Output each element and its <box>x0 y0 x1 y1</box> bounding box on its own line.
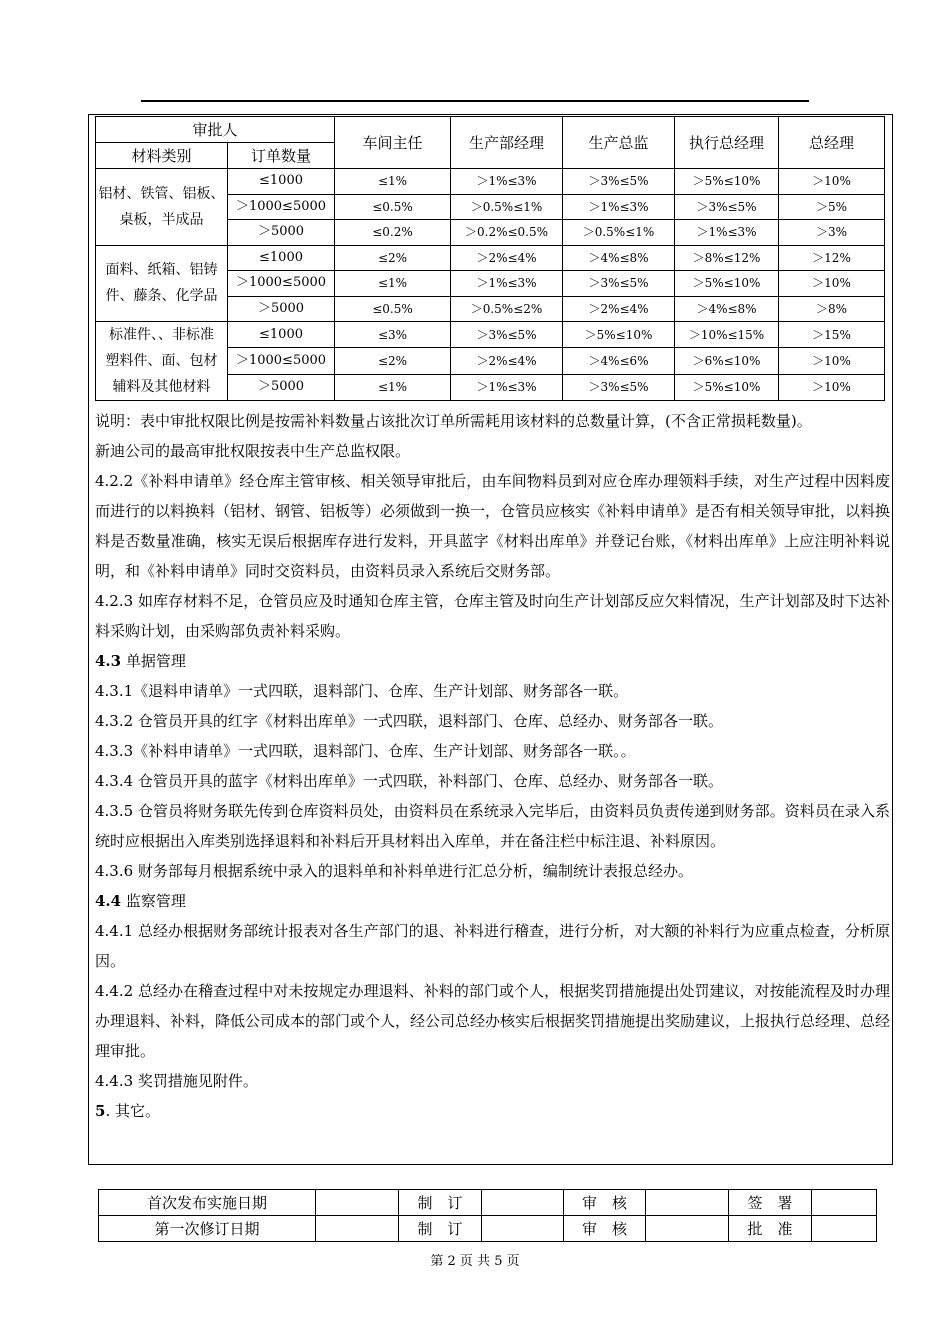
approval-limit: ＞4%≤8% <box>563 245 675 271</box>
heading-number: 4.4 <box>95 892 122 910</box>
approval-limit: ＞4%≤6% <box>563 348 675 374</box>
paragraph-4-3-2: 4.3.2 仓管员开具的红字《材料出库单》一式四联，退料部门、仓库、总经办、财务部各一联。 <box>95 712 723 730</box>
approval-limit: ＞2%≤4% <box>451 348 563 374</box>
paragraph-4-4-2: 4.4.2 总经办在稽查过程中对未按规定办理退料、补料的部门或个人，根据奖罚措施提出处罚建议，对按能流程及时办理办理退料、补料，降低公司成本的部门或个人，经公司总经办核实后根据奖罚措施提出奖励建议，上报执行总经理、总经理审批。 <box>95 982 891 1060</box>
category-line: 件、藤条、化学品 <box>105 288 218 305</box>
approval-limit: ＞8%≤12% <box>675 245 779 271</box>
paragraph-4-3-1: 4.3.1《退料申请单》一式四联，退料部门、仓库、生产计划部、财务部各一联。 <box>95 682 629 700</box>
approval-limit: ＞5% <box>779 194 885 220</box>
approval-limit: ＞2%≤4% <box>563 296 675 322</box>
note-line: 说明：表中审批权限比例是按需补料数量占该批次订单所需耗用该材料的总数量计算，(不含正常损耗数量)。 <box>95 412 812 430</box>
paragraph-4-3-6: 4.3.6 财务部每月根据系统中录入的退料单和补料单进行汇总分析，编制统计表报总经办。 <box>95 862 693 880</box>
material-category <box>96 322 228 401</box>
header-rule <box>141 100 809 102</box>
revision-table <box>98 1189 877 1242</box>
paragraph-4-4-3: 4.4.3 奖罚措施见附件。 <box>95 1072 258 1090</box>
footer-value <box>316 1190 399 1216</box>
category-line: 标准件、、非标准 <box>109 327 214 343</box>
heading-text: 单据管理 <box>121 652 186 670</box>
category-line: 桌板，半成品 <box>119 211 204 228</box>
order-qty: ＞5000 <box>228 296 335 322</box>
paragraph-4-4-1: 4.4.1 总经办根据财务部统计报表对各生产部门的退、补料进行稽查，进行分析，对大额的补料行为应重点检查，分析原因。 <box>95 922 890 970</box>
footer-value <box>482 1190 564 1216</box>
paragraph-4-3-3: 4.3.3《补料申请单》一式四联，退料部门、仓库、生产计划部、财务部各一联。。 <box>95 742 636 760</box>
footer-label: 签 署 <box>729 1190 812 1216</box>
header-qty: 订单数量 <box>228 143 335 169</box>
header-approver: 审批人 <box>96 117 335 143</box>
section-heading-4-4 <box>95 886 890 916</box>
category-line: 辅料及其他材料 <box>112 379 211 395</box>
heading-number: 4.3 <box>95 652 122 670</box>
order-qty: ＞1000≤5000 <box>228 194 335 220</box>
approval-limit: ＞15% <box>779 322 885 348</box>
section-heading-4-3 <box>95 646 890 676</box>
approval-row <box>96 169 885 195</box>
body-text <box>95 406 890 1126</box>
footer-label: 审 核 <box>564 1190 646 1216</box>
approval-limit: ≤3% <box>335 322 451 348</box>
approval-limit: ＞3%≤5% <box>451 322 563 348</box>
footer-value <box>812 1216 877 1242</box>
approval-limit: ＞5%≤10% <box>675 271 779 297</box>
footer-value <box>646 1216 729 1242</box>
approval-limit: ＞3%≤5% <box>563 169 675 195</box>
approval-limit: ＞1%≤3% <box>451 169 563 195</box>
approval-limit: ≤2% <box>335 348 451 374</box>
footer-label: 制 订 <box>399 1190 482 1216</box>
order-qty: ＞1000≤5000 <box>228 348 335 374</box>
approval-limit: ＞3%≤5% <box>563 271 675 297</box>
approval-limit: ≤0.5% <box>335 296 451 322</box>
heading-number: 5 <box>95 1102 106 1120</box>
approval-row <box>96 322 885 348</box>
role-header: 执行总经理 <box>675 117 779 169</box>
approval-limit: ＞1%≤3% <box>451 374 563 400</box>
order-qty: ≤1000 <box>228 245 335 271</box>
approval-limit: ＞1%≤3% <box>451 271 563 297</box>
category-line: 铝材、铁管、铝板、 <box>98 185 225 202</box>
approval-limit: ＞5%≤10% <box>675 169 779 195</box>
paragraph-4-2-3: 4.2.3 如库存材料不足，仓管员应及时通知仓库主管，仓库主管及时向生产计划部反应欠料情况，生产计划部及时下达补料采购计划，由采购部负责补料采购。 <box>95 592 890 640</box>
footer-label: 制 订 <box>399 1216 482 1242</box>
approval-limit: ＞10%≤15% <box>675 322 779 348</box>
footer-label: 首次发布实施日期 <box>99 1190 316 1216</box>
footer-label: 第一次修订日期 <box>99 1216 316 1242</box>
role-header: 车间主任 <box>335 117 451 169</box>
approval-limit: ＞10% <box>779 271 885 297</box>
note-line: 新迪公司的最高审批权限按表中生产总监权限。 <box>95 442 411 460</box>
footer-value <box>812 1190 877 1216</box>
heading-text: . 其它。 <box>105 1102 160 1120</box>
approval-limit: ＞6%≤10% <box>675 348 779 374</box>
approval-limit: ＞3%≤5% <box>563 374 675 400</box>
footer-value <box>482 1216 564 1242</box>
approval-limit: ＞8% <box>779 296 885 322</box>
page-number: 第 2 页 共 5 页 <box>430 1254 520 1269</box>
approval-limit: ＞0.5%≤1% <box>451 194 563 220</box>
approval-limit: ≤0.5% <box>335 194 451 220</box>
approval-limit: ＞5%≤10% <box>675 374 779 400</box>
approval-limit: ＞12% <box>779 245 885 271</box>
heading-text: 监察管理 <box>121 892 186 910</box>
material-category <box>96 245 228 322</box>
approval-limit: ＞3% <box>779 220 885 246</box>
role-header: 生产部经理 <box>451 117 563 169</box>
footer-label: 批 准 <box>729 1216 812 1242</box>
order-qty: ≤1000 <box>228 169 335 195</box>
footer-value <box>646 1190 729 1216</box>
approval-limit: ≤1% <box>335 374 451 400</box>
approval-limit: ＞5%≤10% <box>563 322 675 348</box>
section-heading-5 <box>95 1096 890 1126</box>
paragraph-4-2-2: 4.2.2《补料申请单》经仓库主管审核、相关领导审批后，由车间物料员到对应仓库办理领料手续，对生产过程中因料废而进行的以料换料（铝材、钢管、铝板等）必须做到一换一，仓管员应核实《补料申请单》是否有相关领导审批，以料换料是否数量准确，核实无误后根据库存进行发料，开具蓝字《材料出库单》并登记台账，《材料出库单》上应注明补料说明，和《补料申请单》同时交资料员，由资料员录入系统后交财务部。 <box>95 472 891 580</box>
approval-limit: ＞4%≤8% <box>675 296 779 322</box>
footer-value <box>316 1216 399 1242</box>
approval-limit: ＞1%≤3% <box>675 220 779 246</box>
approval-limit: ＞10% <box>779 169 885 195</box>
material-category <box>96 169 228 246</box>
approval-row <box>96 245 885 271</box>
role-header: 总经理 <box>779 117 885 169</box>
header-category: 材料类别 <box>96 143 228 169</box>
category-line: 面料、纸箱、铝铸 <box>105 262 218 279</box>
approval-limit: ≤1% <box>335 271 451 297</box>
approval-limit: ≤2% <box>335 245 451 271</box>
paragraph-4-3-5: 4.3.5 仓管员将财务联先传到仓库资料员处，由资料员在系统录入完毕后，由资料员负责传递到财务部。资料员在录入系统时应根据出入库类别选择退料和补料后开具材料出入库单，并在备注栏中标注退、补料原因。 <box>95 802 890 850</box>
approval-table <box>95 116 885 401</box>
approval-limit: ＞10% <box>779 374 885 400</box>
approval-limit: ＞10% <box>779 348 885 374</box>
footer-label: 审 核 <box>564 1216 646 1242</box>
approval-limit: ＞2%≤4% <box>451 245 563 271</box>
approval-limit: ≤1% <box>335 169 451 195</box>
approval-limit: ＞0.5%≤2% <box>451 296 563 322</box>
order-qty: ≤1000 <box>228 322 335 348</box>
approval-limit: ＞0.5%≤1% <box>563 220 675 246</box>
role-header: 生产总监 <box>563 117 675 169</box>
order-qty: ＞5000 <box>228 374 335 400</box>
approval-limit: ＞3%≤5% <box>675 194 779 220</box>
paragraph-4-3-4: 4.3.4 仓管员开具的蓝字《材料出库单》一式四联，补料部门、仓库、总经办、财务部各一联。 <box>95 772 723 790</box>
order-qty: ＞5000 <box>228 220 335 246</box>
approval-limit: ≤0.2% <box>335 220 451 246</box>
approval-limit: ＞1%≤3% <box>563 194 675 220</box>
order-qty: ＞1000≤5000 <box>228 271 335 297</box>
approval-limit: ＞0.2%≤0.5% <box>451 220 563 246</box>
category-line: 塑料件、面、包材 <box>105 353 218 369</box>
